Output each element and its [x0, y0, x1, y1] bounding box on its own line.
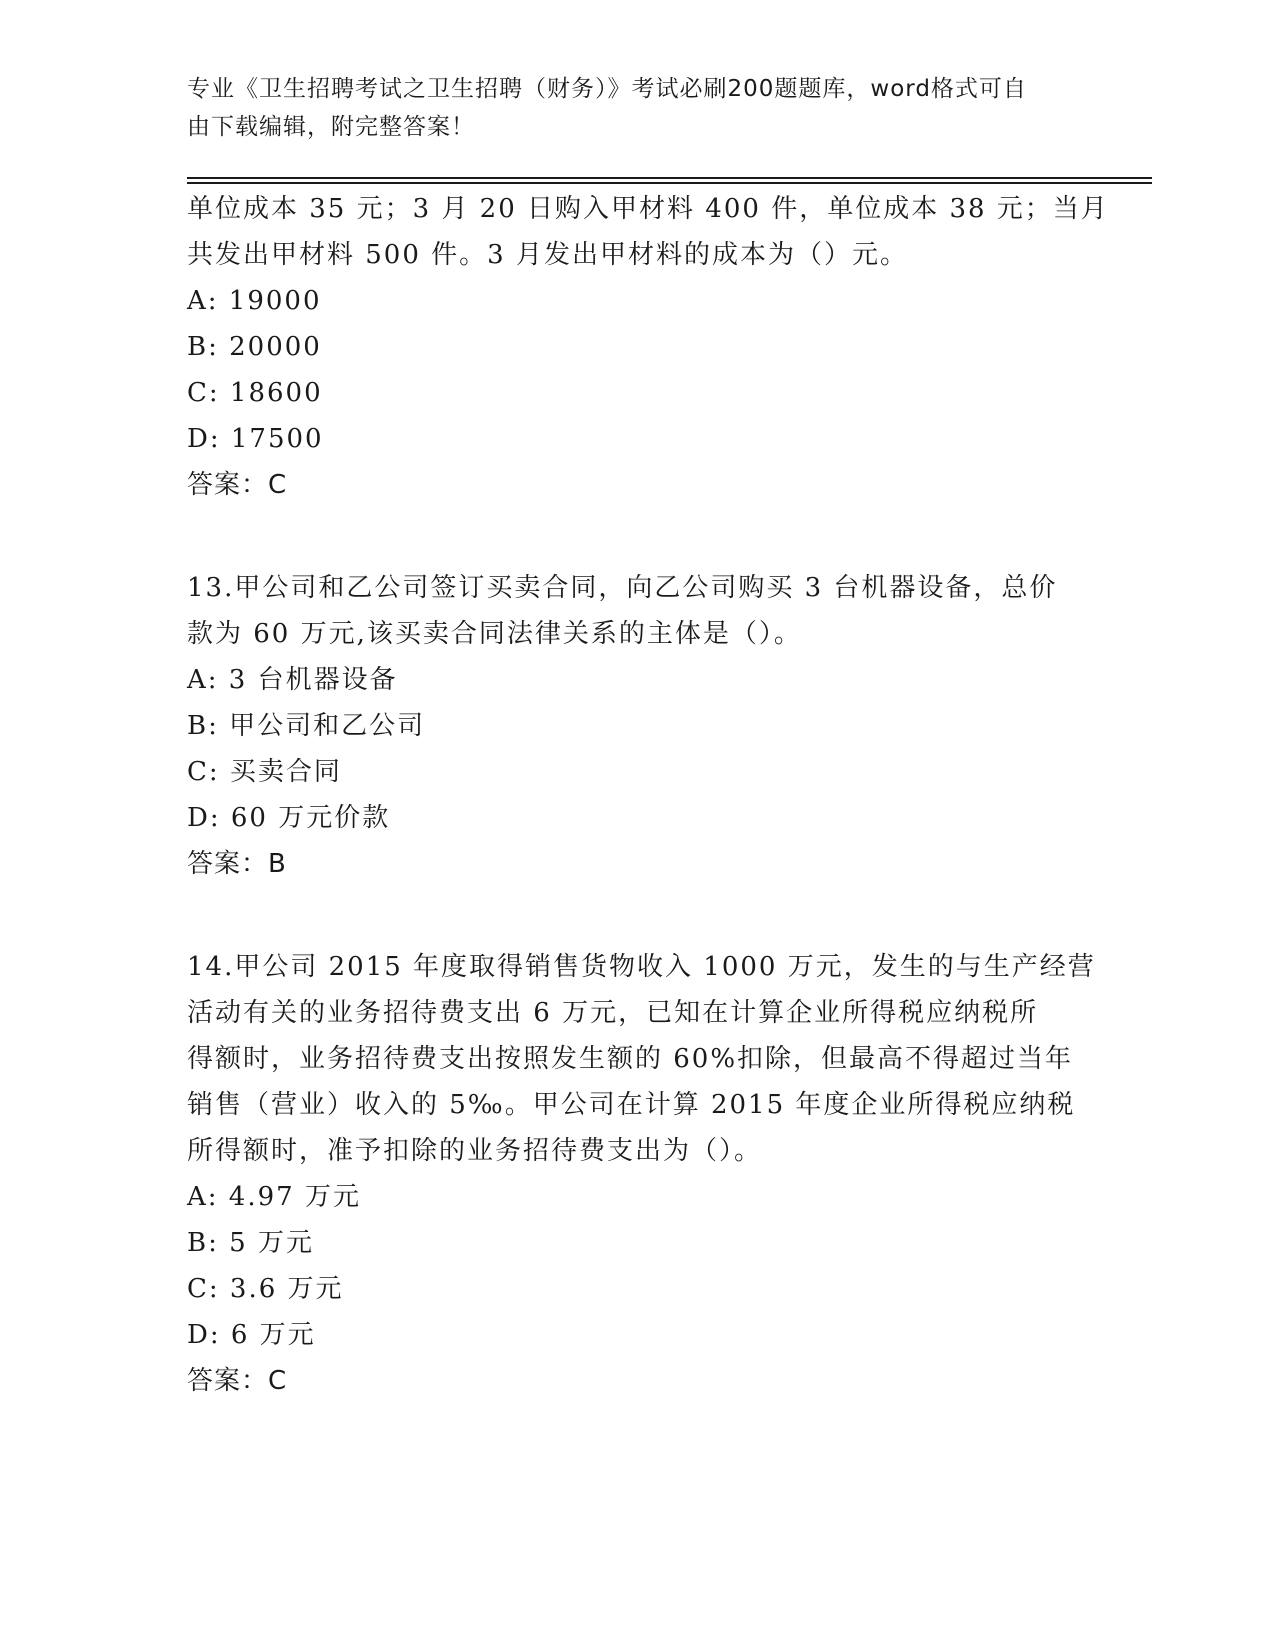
option-d: D: 6 万元 [187, 1320, 316, 1350]
option-c: C: 买卖合同 [187, 757, 342, 787]
answer-label: 答案：C [187, 1366, 288, 1396]
question-list [187, 186, 1107, 1404]
question-text-line: 共发出甲材料 500 件。3 月发出甲材料的成本为（）元。 [187, 240, 908, 270]
option-d: D: 17500 [187, 424, 324, 454]
option-b: B: 甲公司和乙公司 [187, 711, 426, 741]
question-12 [187, 186, 1107, 508]
option-c: C: 3.6 万元 [187, 1274, 344, 1304]
question-text-line: 得额时，业务招待费支出按照发生额的 60%扣除，但最高不得超过当年 [187, 1044, 1074, 1074]
document-title-line-1: 专业《卫生招聘考试之卫生招聘（财务）》考试必刷200题题库，word格式可自 [187, 76, 1027, 102]
header-rule-top [187, 177, 1152, 179]
question-text-line: 单位成本 35 元；3 月 20 日购入甲材料 400 件，单位成本 38 元；当月 [187, 194, 1109, 224]
answer-label: 答案：B [187, 849, 287, 879]
option-d: D: 60 万元价款 [187, 803, 391, 833]
document-title-line-2: 由下载编辑，附完整答案！ [187, 114, 475, 140]
header-rule-bottom [187, 182, 1152, 184]
question-spacer [187, 508, 1107, 565]
option-b: B: 20000 [187, 332, 322, 362]
question-text-line: 14.甲公司 2015 年度取得销售货物收入 1000 万元，发生的与生产经营 [187, 952, 1096, 982]
option-b: B: 5 万元 [187, 1228, 314, 1258]
question-14 [187, 944, 1107, 1404]
question-text-line: 款为 60 万元,该买卖合同法律关系的主体是（）。 [187, 619, 802, 649]
question-text-line: 销售（营业）收入的 5‰。甲公司在计算 2015 年度企业所得税应纳税 [187, 1090, 1076, 1120]
question-spacer [187, 887, 1107, 944]
question-13 [187, 565, 1107, 887]
option-c: C: 18600 [187, 378, 323, 408]
option-a: A: 4.97 万元 [187, 1182, 361, 1212]
answer-label: 答案：C [187, 470, 288, 500]
question-text-line: 13.甲公司和乙公司签订买卖合同，向乙公司购买 3 台机器设备，总价 [187, 573, 1058, 603]
option-a: A: 3 台机器设备 [187, 665, 398, 695]
question-text-line: 活动有关的业务招待费支出 6 万元，已知在计算企业所得税应纳税所 [187, 998, 1039, 1028]
document-header [187, 70, 1087, 146]
question-text-line: 所得额时，准予扣除的业务招待费支出为（）。 [187, 1136, 763, 1166]
option-a: A: 19000 [187, 286, 322, 316]
